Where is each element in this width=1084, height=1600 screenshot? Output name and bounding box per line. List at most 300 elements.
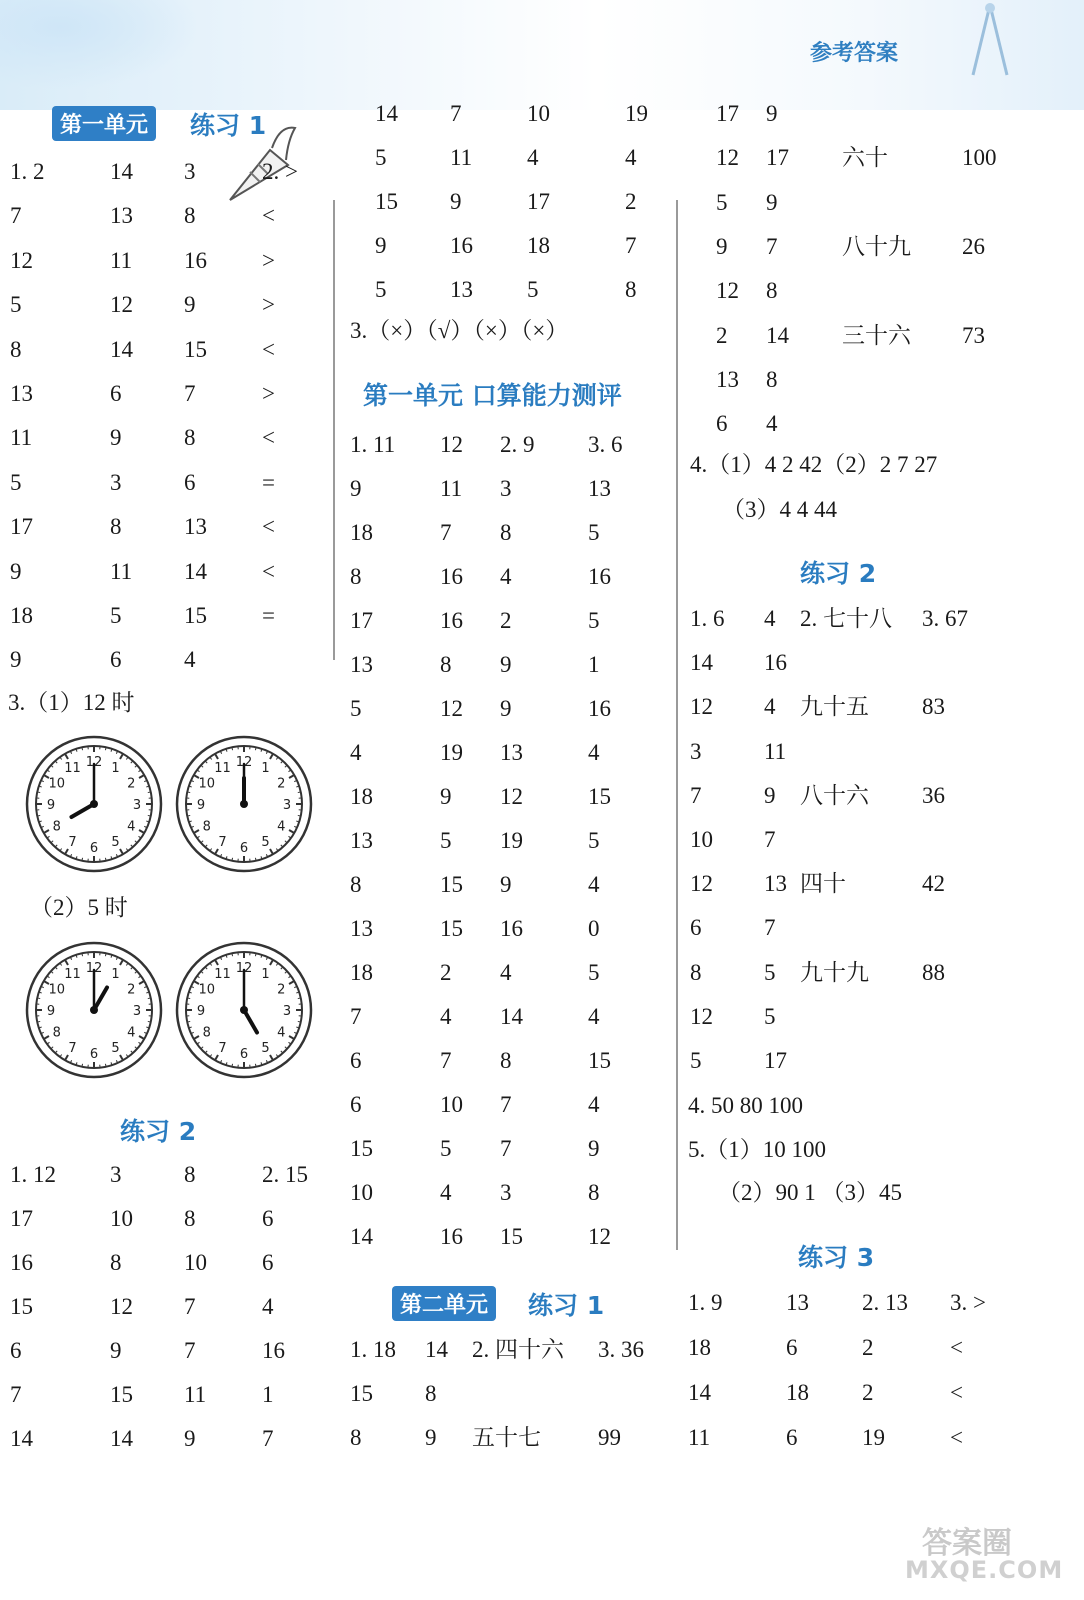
clock-tick (82, 1064, 83, 1067)
clock-tick (105, 747, 106, 750)
answer-cell: 4 (764, 606, 776, 631)
clock-center (90, 800, 98, 808)
lesson2-heading: 练习 2 (120, 1117, 197, 1146)
q4-line2: （3）4 4 44 (722, 497, 837, 522)
clock-tick (105, 1064, 106, 1067)
answer-cell: 18 (786, 1380, 809, 1405)
answer-cell: 3 (184, 159, 196, 184)
answer-cell: 9 (440, 784, 452, 809)
answer-cell: 6 (350, 1092, 362, 1117)
answer-cell: 12 (690, 1003, 713, 1029)
answer-cell: 14 (350, 1224, 373, 1249)
answer-cell: 1. 11 (350, 432, 396, 457)
q4-line1: 4.（1）4 2 42（2）2 7 27 (690, 452, 938, 477)
compass-illustration (955, 0, 1025, 80)
answer-cell: 16 (440, 608, 463, 633)
watermark-url: MXQE.COM (905, 1556, 1064, 1584)
answer-cell: 11 (440, 476, 463, 501)
unit2-lesson-heading: 练习 1 (528, 1291, 605, 1320)
clock-2 (174, 734, 314, 874)
answer-cell: 2. 七十八 (800, 606, 892, 631)
answer-cell: 8 (766, 366, 778, 392)
answer-cell: 8 (588, 1180, 600, 1205)
answer-cell: 12 (110, 1294, 133, 1319)
answer-cell: 2 (862, 1335, 874, 1360)
answer-cell: 5 (440, 1136, 452, 1161)
clock-numeral: 9 (46, 798, 56, 813)
clock-numeral: 10 (48, 982, 66, 998)
answer-cell: < (950, 1380, 963, 1405)
clock-tick (105, 858, 106, 861)
q3-part2: （2）5 时 (30, 895, 128, 920)
answer-cell: 4 (500, 564, 512, 589)
answer-cell: 11 (688, 1425, 711, 1450)
clock-tick (298, 792, 301, 793)
answer-cell: 六十 (842, 145, 888, 171)
clock-numeral: 11 (214, 966, 231, 982)
answer-cell: 16 (440, 1224, 463, 1249)
answer-cell: 18 (350, 784, 373, 809)
answer-cell: 17 (766, 145, 789, 171)
answer-cell: 19 (440, 740, 463, 765)
answer-cell: 13 (350, 652, 373, 677)
answer-cell: < (262, 203, 275, 229)
clock-numeral: 2 (277, 982, 286, 998)
answer-cell: 99 (598, 1425, 621, 1450)
clock-numeral: 6 (239, 841, 249, 856)
answer-cell: 16 (588, 696, 611, 721)
answer-cell: 4 (588, 872, 600, 897)
clock-numeral: 3 (282, 1004, 292, 1019)
answer-cell: 17 (764, 1048, 787, 1073)
answer-cell: 13 (350, 828, 373, 853)
clock-tick (232, 747, 233, 750)
answer-cell: 9 (184, 1426, 196, 1451)
answer-cell: 8 (625, 277, 637, 302)
answer-cell: 5 (350, 696, 362, 721)
answer-cell: < (950, 1335, 963, 1360)
answer-cell: 12 (690, 694, 713, 720)
answer-cell: 15 (440, 916, 463, 941)
answer-cell: 三十六 (842, 322, 911, 348)
answer-cell: > (262, 381, 275, 406)
answer-cell: 18 (10, 603, 33, 628)
answer-cell: 7 (184, 381, 196, 406)
answer-cell: 9 (764, 782, 776, 808)
answer-cell: < (262, 336, 275, 362)
answer-cell: 13 (500, 740, 523, 765)
clock-numeral: 11 (214, 760, 231, 776)
clock-numeral: 1 (111, 760, 120, 776)
clock-tick (187, 1021, 190, 1022)
clock-numeral: 11 (64, 966, 81, 982)
answer-cell: 13 (450, 277, 473, 302)
answer-cell: 8 (184, 203, 196, 229)
answer-cell: 10 (690, 827, 713, 852)
clock-tick (187, 815, 190, 816)
clock-numeral: 5 (261, 835, 270, 851)
clock-tick (37, 998, 40, 999)
answer-cell: 14 (688, 1380, 711, 1405)
answer-cell: 2 (862, 1380, 874, 1405)
answer-cell: 13 (764, 871, 787, 897)
q4-answers: 4. 50 80 100 (688, 1093, 803, 1118)
answer-cell: 0 (588, 916, 600, 941)
answer-cell: 4 (500, 960, 512, 985)
answer-cell: 八十九 (842, 233, 911, 259)
lesson-heading: 练习 1 (190, 111, 267, 140)
clock-numeral: 11 (64, 760, 81, 776)
answer-cell: 19 (862, 1425, 885, 1450)
clock-numeral: 4 (277, 819, 286, 835)
answer-cell: 7 (350, 1004, 362, 1029)
answer-cell: 18 (688, 1335, 711, 1360)
clock-numeral: 5 (111, 1041, 120, 1057)
clock-numeral: 9 (46, 1004, 56, 1019)
clock-tick (255, 953, 256, 956)
answer-cell: 9 (425, 1425, 437, 1450)
answer-cell: 18 (350, 520, 373, 545)
clock-tick (37, 815, 40, 816)
answer-cell: 14 (425, 1337, 448, 1362)
answer-cell: 9 (110, 425, 122, 451)
unit-badge: 第一单元 (52, 106, 156, 141)
answer-cell: 7 (764, 827, 776, 852)
answer-cell: 6 (716, 411, 728, 437)
col3-lesson2-heading: 练习 2 (800, 559, 877, 588)
answer-cell: 13 (350, 916, 373, 941)
clock-3 (24, 940, 164, 1080)
clock-numeral: 4 (127, 1025, 136, 1041)
answer-cell: 7 (690, 782, 702, 808)
answer-cell: 13 (184, 514, 207, 540)
answer-cell: 15 (440, 872, 463, 897)
col3-lesson3-heading: 练习 3 (798, 1243, 875, 1272)
answer-cell: 7 (10, 203, 22, 229)
clock-tick (37, 792, 40, 793)
clock-numeral: 6 (89, 1047, 99, 1062)
answer-cell: 9 (500, 696, 512, 721)
clock-center (90, 1006, 98, 1014)
unit2-badge: 第二单元 (392, 1286, 496, 1321)
answer-cell: 14 (766, 322, 789, 348)
answer-cell: 2 (625, 189, 637, 214)
answer-cell: 1 (262, 1382, 274, 1407)
answer-cell: 13 (110, 203, 133, 229)
answer-cell: 8 (500, 520, 512, 545)
answer-cell: 5 (764, 1003, 776, 1029)
answer-cell: 11 (450, 145, 473, 170)
page-title: 参考答案 (810, 41, 899, 66)
answer-cell: 11 (10, 425, 33, 451)
answer-cell: 11 (764, 738, 787, 764)
answer-cell: 3 (110, 1162, 122, 1187)
answer-cell: 5 (10, 292, 22, 318)
clock-numeral: 7 (68, 835, 77, 851)
clock-numeral: 1 (261, 966, 270, 982)
column-divider-right (676, 200, 678, 1250)
answer-cell: 4 (440, 1180, 452, 1205)
clock-numeral: 2 (127, 982, 136, 998)
answer-cell: 2. 四十六 (472, 1337, 564, 1362)
answer-cell: 4 (625, 145, 637, 170)
answer-cell: < (262, 425, 275, 451)
clock-numeral: 8 (202, 1025, 211, 1041)
answer-cell: 9 (766, 101, 778, 126)
answer-cell: 88 (922, 959, 945, 985)
answer-cell: 7 (625, 233, 637, 258)
answer-cell: 八十六 (800, 782, 869, 808)
answer-cell: 18 (527, 233, 550, 258)
answer-cell: 4 (440, 1004, 452, 1029)
clock-numeral: 4 (277, 1025, 286, 1041)
answer-cell: 5 (527, 277, 539, 302)
answer-cell: 四十 (800, 871, 846, 897)
answer-cell: 12 (10, 247, 33, 273)
clock-tick (187, 998, 190, 999)
answer-cell: 6 (10, 1338, 22, 1363)
clock-tick (232, 858, 233, 861)
answer-cell: 15 (375, 189, 398, 214)
answer-cell: 6 (110, 381, 122, 406)
answer-cell: 7 (500, 1092, 512, 1117)
answer-cell: 16 (440, 564, 463, 589)
clock-numeral: 1 (261, 760, 270, 776)
answer-cell: > (262, 292, 275, 318)
answer-cell: 16 (588, 564, 611, 589)
answer-cell: 5 (375, 277, 387, 302)
answer-cell: 2 (500, 608, 512, 633)
answer-cell: 15 (500, 1224, 523, 1249)
answer-cell: 10 (440, 1092, 463, 1117)
answer-cell: 4 (184, 647, 196, 673)
answer-cell: 2. 15 (262, 1162, 308, 1187)
answer-cell: 4 (262, 1294, 274, 1319)
clock-numeral: 10 (198, 982, 216, 998)
answer-cell: 4 (588, 1004, 600, 1029)
answer-cell: 12 (440, 432, 463, 457)
q5-line2: （2）90 1 （3）45 (718, 1180, 902, 1205)
answer-cell: 73 (962, 322, 985, 348)
answer-cell: 16 (184, 247, 207, 273)
answer-cell: 九十九 (800, 959, 869, 985)
answer-cell: 6 (262, 1206, 274, 1231)
answer-cell: 17 (350, 608, 373, 633)
clock-numeral: 12 (235, 755, 253, 770)
answer-cell: 4 (764, 694, 776, 720)
clock-numeral: 3 (132, 798, 142, 813)
clock-numeral: 8 (202, 819, 211, 835)
answer-cell: 6 (786, 1425, 798, 1450)
answer-cell: 7 (10, 1382, 22, 1407)
answer-cell: 11 (110, 247, 133, 273)
answer-cell: 10 (527, 101, 550, 126)
answer-cell: 13 (588, 476, 611, 501)
test-heading: 第一单元 口算能力测评 (363, 381, 622, 410)
answer-cell: 12 (716, 278, 739, 304)
answer-cell: 7 (184, 1294, 196, 1319)
answer-cell: 14 (110, 336, 133, 362)
answer-cell: 2 (440, 960, 452, 985)
answer-cell: 3 (500, 1180, 512, 1205)
answer-cell: 3. 6 (588, 432, 623, 457)
clock-numeral: 10 (198, 776, 216, 792)
answer-cell: 14 (110, 1426, 133, 1451)
answer-cell: 3. > (950, 1290, 986, 1315)
answer-cell: 14 (110, 159, 133, 184)
answer-cell: 42 (922, 871, 945, 897)
answer-cell: 11 (110, 558, 133, 584)
clock-numeral: 7 (218, 1041, 227, 1057)
answer-cell: 4 (766, 411, 778, 437)
answer-cell: 5 (588, 828, 600, 853)
clock-numeral: 5 (111, 835, 120, 851)
answer-cell: 15 (588, 1048, 611, 1073)
answer-cell: 12 (716, 145, 739, 171)
answer-cell: 5 (716, 189, 728, 215)
answer-cell: 9 (500, 652, 512, 677)
clock-numeral: 4 (127, 819, 136, 835)
answer-cell: 6 (262, 1250, 274, 1275)
answer-cell: 8 (425, 1381, 437, 1406)
clock-center (240, 800, 248, 808)
answer-cell: 13 (716, 366, 739, 392)
answer-cell: 15 (350, 1381, 373, 1406)
answer-cell: 1 (588, 652, 600, 677)
answer-cell: 9 (375, 233, 387, 258)
answer-cell: 16 (500, 916, 523, 941)
clock-numeral: 1 (111, 966, 120, 982)
clock-numeral: 3 (132, 1004, 142, 1019)
answer-cell: 五十七 (472, 1425, 541, 1450)
answer-cell: 15 (110, 1382, 133, 1407)
answer-cell: 8 (350, 564, 362, 589)
answer-cell: 100 (962, 145, 997, 171)
clock-tick (105, 953, 106, 956)
answer-cell: 12 (110, 292, 133, 318)
answer-cell: 12 (440, 696, 463, 721)
answer-cell: 5 (764, 959, 776, 985)
answer-cell: 26 (962, 233, 985, 259)
answer-cell: 12 (690, 871, 713, 897)
answer-cell: 5 (375, 145, 387, 170)
answer-cell: 17 (10, 1206, 33, 1231)
answer-cell: 12 (588, 1224, 611, 1249)
answer-cell: 8 (350, 872, 362, 897)
answer-cell: 8 (184, 1162, 196, 1187)
answer-cell: 6 (184, 469, 196, 495)
q5-line1: 5.（1）10 100 (688, 1137, 826, 1162)
answer-cell: 17 (716, 101, 739, 126)
answer-cell: 8 (500, 1048, 512, 1073)
clock-tick (82, 747, 83, 750)
answer-cell: 1. 6 (690, 606, 725, 631)
clock-numeral: 6 (239, 1047, 249, 1062)
clock-numeral: 12 (85, 961, 103, 976)
answer-cell: 5 (588, 520, 600, 545)
answer-cell: 2 (716, 322, 728, 348)
answer-cell: 5 (440, 828, 452, 853)
clock-tick (298, 815, 301, 816)
answer-cell: 5 (110, 603, 122, 628)
answer-cell: 9 (450, 189, 462, 214)
clock-tick (232, 953, 233, 956)
clock-numeral: 8 (52, 1025, 61, 1041)
answer-cell: 8 (350, 1425, 362, 1450)
answer-cell: 4 (588, 1092, 600, 1117)
clock-numeral: 5 (261, 1041, 270, 1057)
answer-cell: 2. 9 (500, 432, 535, 457)
answer-cell: 16 (764, 650, 787, 676)
answer-cell: 3 (500, 476, 512, 501)
answer-cell: 36 (922, 782, 945, 808)
clock-numeral: 9 (196, 798, 206, 813)
clock-numeral: 12 (235, 961, 253, 976)
answer-cell: 5 (588, 608, 600, 633)
clock-numeral: 3 (282, 798, 292, 813)
answer-cell: 9 (10, 558, 22, 584)
answer-cell: 13 (10, 381, 33, 406)
answer-cell: 3. 67 (922, 606, 968, 631)
answer-cell: 15 (184, 603, 207, 628)
q3-part1: 3.（1）12 时 (8, 690, 135, 715)
answer-cell: 17 (10, 514, 33, 540)
answer-cell: 14 (10, 1426, 33, 1451)
clock-tick (255, 1064, 256, 1067)
answer-cell: 7 (440, 520, 452, 545)
answer-cell: 19 (625, 101, 648, 126)
answer-cell: 8 (184, 425, 196, 451)
clock-tick (298, 998, 301, 999)
header-wash (0, 0, 200, 90)
clock-tick (255, 747, 256, 750)
answer-cell: = (262, 469, 275, 495)
answer-cell: 5 (588, 960, 600, 985)
answer-cell: 15 (588, 784, 611, 809)
clock-numeral: 8 (52, 819, 61, 835)
answer-cell: 9 (10, 647, 22, 673)
clock-tick (148, 815, 151, 816)
answer-cell: 5 (690, 1048, 702, 1073)
answer-cell: 7 (440, 1048, 452, 1073)
clock-numeral: 12 (85, 755, 103, 770)
answer-cell: 8 (766, 278, 778, 304)
clock-tick (232, 1064, 233, 1067)
answer-cell: 14 (690, 650, 713, 676)
answer-cell: 7 (500, 1136, 512, 1161)
answer-cell: 7 (764, 915, 776, 941)
answer-cell: 7 (184, 1338, 196, 1363)
clock-tick (187, 792, 190, 793)
answer-cell: 9 (350, 476, 362, 501)
clock-tick (82, 858, 83, 861)
answer-cell: < (950, 1425, 963, 1450)
answer-cell: 15 (184, 336, 207, 362)
answer-cell: 6 (786, 1335, 798, 1360)
answer-cell: 8 (690, 959, 702, 985)
clock-numeral: 6 (89, 841, 99, 856)
watermark-logo: 答案圈 (922, 1526, 1012, 1561)
clock-4 (174, 940, 314, 1080)
answer-cell: 8 (184, 1206, 196, 1231)
q3-judgement: 3.（×）（√）（×）（×） (350, 318, 569, 343)
answer-cell: > (262, 247, 275, 273)
clock-numeral: 2 (277, 776, 286, 792)
answer-cell: 4 (588, 740, 600, 765)
clock-numeral: 7 (68, 1041, 77, 1057)
answer-cell: 2. 13 (862, 1290, 908, 1315)
answer-cell: 3 (110, 469, 122, 495)
